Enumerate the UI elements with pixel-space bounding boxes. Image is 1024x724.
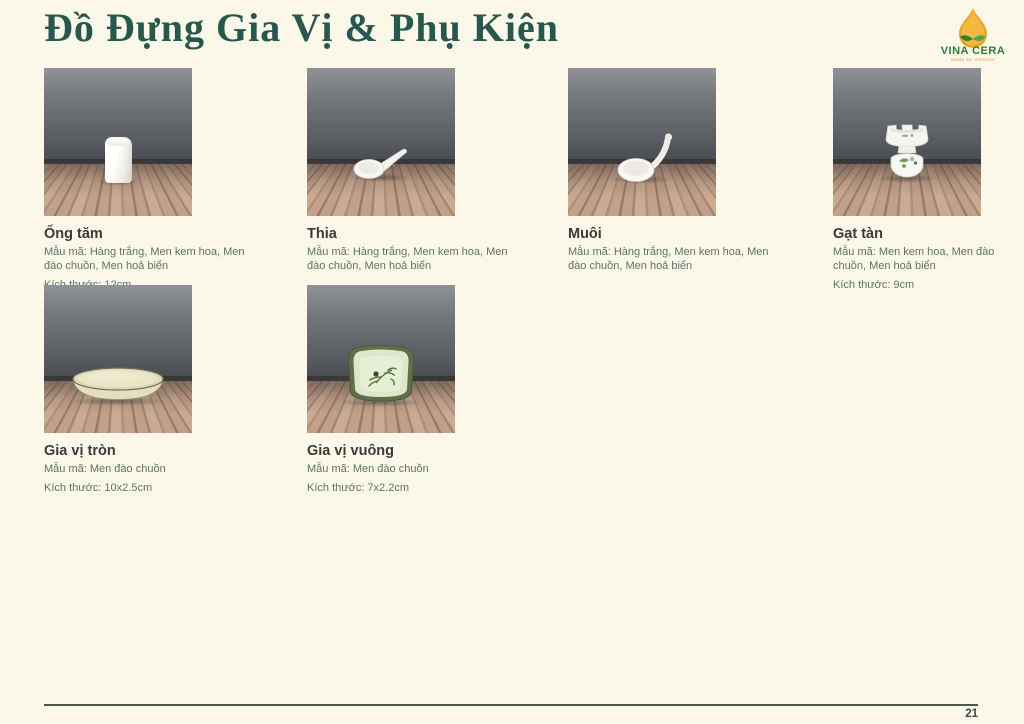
- round-spice-dish-image: [69, 365, 167, 403]
- toothpick-holder-image: [105, 137, 132, 183]
- product-description: Mẫu mã: Men đào chuồn: [44, 463, 166, 475]
- product-name: Gia vị tròn: [44, 443, 116, 459]
- product-size: Kích thước: 7x2.2cm: [307, 482, 410, 495]
- product-description: Mẫu mã: Men đào chuồn: [307, 463, 429, 475]
- product-size: Kích thước: 9cm: [833, 279, 915, 292]
- product-card: [307, 285, 512, 494]
- product-card: [44, 68, 249, 291]
- logo-tagline-text: Made by Vietnam: [951, 57, 995, 62]
- product-card: [568, 68, 773, 291]
- page-number: 21: [965, 708, 978, 720]
- ceramic-spoon-image: [352, 144, 410, 180]
- flame-leaf-icon: [959, 8, 987, 48]
- square-spice-dish-image: [343, 343, 419, 405]
- vinacera-logo: [930, 6, 1016, 64]
- product-name: Muôi: [568, 226, 602, 242]
- product-card: [833, 68, 1024, 291]
- product-size: Kích thước: 10x2.5cm: [44, 482, 153, 495]
- ashtray-image: [879, 119, 935, 181]
- round-spice-dish-photo: [44, 285, 192, 433]
- product-description: Mẫu mã: Hàng trắng, Men kem hoa, Men đào chuồn, Men hoả biển: [307, 246, 508, 273]
- product-description: Mẫu mã: Hàng trắng, Men kem hoa, Men đào chuồn, Men hoả biển: [568, 246, 769, 273]
- product-card: [307, 68, 512, 291]
- product-name: Gạt tàn: [833, 226, 883, 242]
- square-spice-dish-photo: [307, 285, 455, 433]
- product-card: [44, 285, 249, 494]
- product-name: Gia vị vuông: [307, 443, 395, 459]
- product-description: Mẫu mã: Hàng trắng, Men kem hoa, Men đào chuồn, Men hoả biển: [44, 246, 245, 273]
- ladle-image: [615, 125, 681, 183]
- footer-divider: [44, 704, 978, 706]
- page-title: Đồ Đựng Gia Vị & Phụ Kiện: [44, 5, 559, 50]
- product-name: Thia: [307, 226, 337, 242]
- ashtray-photo: [833, 68, 981, 216]
- toothpick-holder-photo: [44, 68, 192, 216]
- product-name: Ống tăm: [44, 226, 103, 242]
- ceramic-spoon-photo: [307, 68, 455, 216]
- logo-brand-text: VINA CERA: [940, 45, 1006, 57]
- ladle-photo: [568, 68, 716, 216]
- product-size: [568, 279, 773, 291]
- product-description: Mẫu mã: Men kem hoa, Men đào chuồn, Men hoả biển: [833, 246, 995, 273]
